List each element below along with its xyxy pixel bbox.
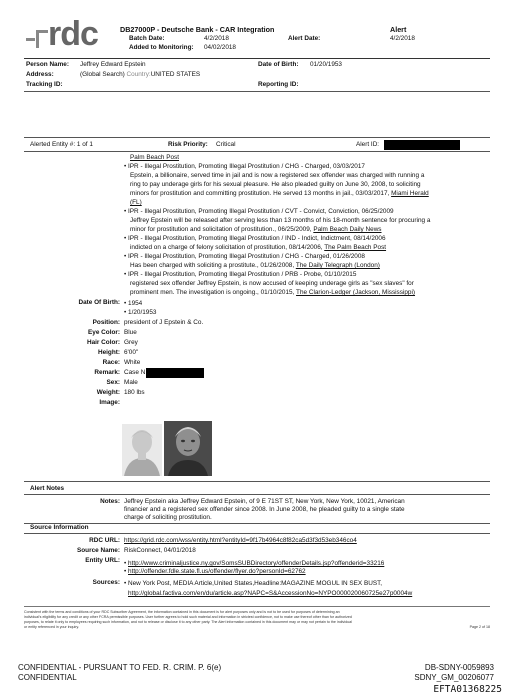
race-value: White	[124, 359, 141, 366]
height-value: 6'00"	[124, 349, 139, 356]
notes-line: financier and a registered sex offender since 2008. In June 2008, he pleaded guilty to a single state	[124, 506, 405, 513]
event-source-link[interactable]: Palm Beach Post	[130, 154, 180, 161]
risk-priority-label: Risk Priority:	[168, 141, 208, 148]
disclaimer-line: purposes, to relate it only to employees requiring such information, and not to release or disclose it to any other party. The Alert information contained in this document may or may not pertain to the individual	[24, 620, 352, 624]
eye-color-label: Eye Color:	[88, 329, 120, 336]
portrait-icon	[164, 421, 212, 476]
entity-url-link[interactable]: http://offender.fdle.state.fl.us/offender/flyer.do?personId=62762	[128, 568, 306, 575]
divider	[24, 91, 490, 92]
event-line: minor for prostitution and solicitation of prostitution., 06/25/2009, Palm Beach Daily News	[130, 226, 382, 233]
rdc-url-link[interactable]: https://grid.rdc.com/wss/entity.html?entityId=9f17b4964c8f82ca5d3f3d53eb346co4	[124, 537, 357, 544]
person-photo-1	[122, 424, 162, 476]
report-title: DB27000P - Deutsche Bank - CAR Integration	[120, 25, 275, 34]
batch-date-value: 4/2/2018	[204, 35, 229, 42]
disclaimer-line: or entity referenced in your inquiry. Page 2 of 18	[24, 625, 490, 629]
source-name-label: Source Name:	[77, 547, 120, 554]
sources-line: • New York Post, MEDIA Article,United States,Headline:MAGAZINE MOGUL IN SEX BUST,	[124, 580, 383, 587]
entity-url-item: • http://www.criminaljustice.ny.gov/SomsSUBDirectory/offenderDetails.jsp?offenderid=33216	[124, 560, 385, 567]
event-line: • IPR - Illegal Prostitution, Promoting Illegal Prostitution / CVT - Convict, Conviction, 06/25/2009	[124, 208, 394, 215]
alert-id-label: Alert ID:	[356, 141, 380, 148]
logo-mark-icon	[26, 28, 48, 50]
address-label: Address:	[26, 71, 54, 78]
footer-confidential-1: CONFIDENTIAL - PURSUANT TO FED. R. CRIM. P. 6(e)	[18, 663, 222, 672]
portrait-icon	[122, 424, 162, 476]
footer-bates-3: EFTA01368225	[433, 684, 502, 695]
divider	[24, 151, 490, 152]
entity-url-item: • http://offender.fdle.state.fl.us/offender/flyer.do?personId=62762	[124, 568, 306, 575]
added-monitoring-label: Added to Monitoring:	[129, 44, 194, 51]
alerted-entity: Alerted Entity #: 1 of 1	[30, 141, 93, 148]
disclaimer-line: individual's eligibility for any credit or any other FCRA permissible purposes. User further agrees to hold such material and information in strictest confidence, not to make use thereof other than for authorized	[24, 615, 352, 619]
divider	[24, 606, 490, 607]
alert-title: Alert	[390, 25, 407, 34]
address-value: (Global Search) Country:UNITED STATES	[80, 71, 201, 78]
divider	[24, 523, 490, 524]
event-line: indicted on a charge of felony solicitation of prostitution, 08/14/2006, The Palm Beach Post	[130, 244, 387, 251]
source-link[interactable]: Miami Herald	[391, 190, 429, 197]
entity-url-link[interactable]: http://www.criminaljustice.ny.gov/SomsSUBDirectory/offenderDetails.jsp?offenderid=33216	[128, 560, 385, 567]
attr-dob-label: Date Of Birth:	[78, 299, 120, 306]
page-number: Page 2 of 18	[469, 625, 490, 629]
hair-color-label: Hair Color:	[86, 339, 120, 346]
event-line: ring to pay underage girls for his sexual pleasure. He also pleaded guilty on June 30, 2008, to soliciting	[130, 181, 421, 188]
divider	[24, 58, 490, 59]
source-link[interactable]: The Clarion-Ledger (Jackson, Mississippi)	[296, 289, 416, 296]
event-line: • IPR - Illegal Prostitution, Promoting Illegal Prostitution / IND - Indict, Indictment, 08/14/2006	[124, 235, 386, 242]
notes-line: charge of soliciting prostitution.	[124, 514, 212, 521]
notes-line: Jeffrey Epstein aka Jeffrey Edward Epstein, of 9 E 71ST ST, New York, New York, 10021, American	[124, 498, 405, 505]
event-line: registered sex offender Jeffrey Epstein, is now accused of keeping underage girls as "sex slaves" for	[130, 280, 414, 287]
footer-confidential-2: CONFIDENTIAL	[18, 673, 77, 682]
alert-id-redaction	[384, 140, 460, 150]
event-line: • IPR - Illegal Prostitution, Promoting Illegal Prostitution / CHG - Charged, 01/26/2008	[124, 253, 365, 260]
source-link[interactable]: Palm Beach Daily News	[313, 226, 382, 233]
entity-url-label: Entity URL:	[85, 557, 120, 564]
person-name-label: Person Name:	[26, 61, 69, 68]
alert-date-label: Alert Date:	[288, 35, 321, 42]
attr-dob-2: • 1/20/1953	[124, 309, 157, 316]
person-name-value: Jeffrey Edward Epstein	[80, 61, 146, 68]
event-line: prominent men. The investigation is ongoing., 01/10/2015, The Clarion-Ledger (Jackson, Mississippi)	[130, 289, 416, 296]
rdc-logo	[26, 15, 116, 54]
height-label: Height:	[97, 349, 120, 356]
image-label: Image:	[99, 399, 120, 406]
hair-color-value: Grey	[124, 339, 138, 346]
source-link[interactable]: The Palm Beach Post	[324, 244, 387, 251]
source-link[interactable]: The Daily Telegraph (London)	[295, 262, 380, 269]
event-line: Has been charged with soliciting a prostitute., 01/26/2008, The Daily Telegraph (London)	[130, 262, 380, 269]
weight-label: Weight:	[96, 389, 120, 396]
position-value: president of J Epstein & Co.	[124, 319, 204, 326]
race-label: Race:	[102, 359, 120, 366]
event-line: minors for prostitution and committing prostitution. He served 13 months in jail., 03/03/2017, Miami Herald	[130, 190, 429, 197]
attr-dob-1: • 1954	[124, 300, 143, 307]
sources-label: Sources:	[92, 579, 120, 586]
sex-value: Male	[124, 379, 138, 386]
batch-date-label: Batch Date:	[129, 35, 165, 42]
remark-value: Case N	[124, 369, 146, 376]
position-label: Position:	[92, 319, 120, 326]
source-name-value: RiskConnect, 04/01/2018	[124, 547, 196, 554]
alert-notes-heading: Alert Notes	[30, 485, 65, 492]
sex-label: Sex:	[106, 379, 120, 386]
disclaimer	[24, 610, 490, 630]
divider	[24, 481, 490, 482]
remark-label: Remark:	[94, 369, 120, 376]
divider	[24, 494, 490, 495]
event-line: Jeffrey Epstein will be released after serving less than 13 months of his 18-month sentence for procuring a	[130, 217, 431, 224]
tracking-id-label: Tracking ID:	[26, 81, 63, 88]
footer-bates-2: SDNY_GM_00206077	[414, 673, 494, 682]
logo-text: rdc	[48, 15, 98, 53]
event-line: • IPR - Illegal Prostitution, Promoting Illegal Prostitution / CHG - Charged, 03/03/2017	[124, 163, 365, 170]
rdc-url-label: RDC URL:	[89, 537, 120, 544]
footer-bates-1: DB-SDNY-0059893	[424, 663, 494, 672]
person-photo-2	[164, 421, 212, 476]
remark-redaction	[146, 368, 204, 378]
source-link[interactable]: (FL)	[130, 199, 142, 206]
source-info-heading: Source Information	[30, 524, 89, 531]
divider	[24, 137, 490, 138]
eye-color-value: Blue	[124, 329, 137, 336]
weight-value: 180 lbs	[124, 389, 145, 396]
sources-link[interactable]: http://global.factiva.com/en/du/article.asp?NAPC=S&AccessionNo=NYPO000020060725e27p0004w	[128, 590, 413, 597]
event-line: Epstein, a billionaire, served time in jail and is now a registered sex offender was charged with running a	[130, 172, 425, 179]
risk-priority-value: Critical	[216, 141, 236, 148]
dob-label: Date of Birth:	[258, 61, 299, 68]
alert-date-value: 4/2/2018	[390, 35, 415, 42]
event-line: • IPR - Illegal Prostitution, Promoting Illegal Prostitution / PRB - Probe, 01/10/2015	[124, 271, 357, 278]
divider	[24, 533, 490, 534]
dob-value: 01/20/1953	[310, 61, 342, 68]
reporting-id-label: Reporting ID:	[258, 81, 299, 88]
added-monitoring-value: 04/02/2018	[204, 44, 236, 51]
notes-label: Notes:	[100, 498, 120, 505]
disclaimer-line: Consistent with the terms and conditions of your RDC Subscriber Agreement, the information contained in this document is for alert purposes only and is not to be used for purposes of determining an	[24, 610, 340, 614]
